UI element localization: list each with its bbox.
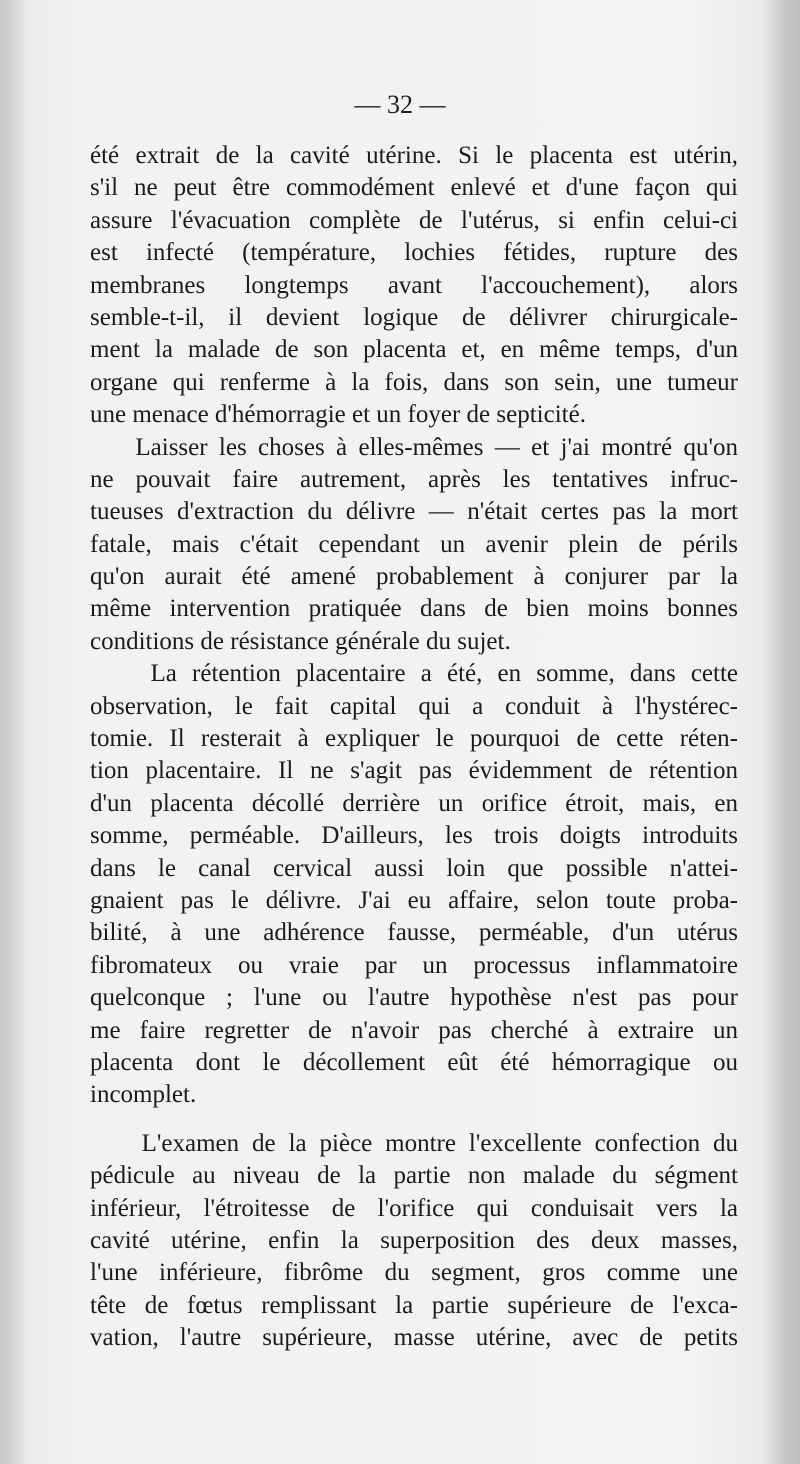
text-line: placenta dont le décollement eût été hémorragique ou	[90, 1048, 738, 1076]
text-line: Laisser les choses à elles-mêmes — et j'ai montré qu'on	[90, 433, 738, 461]
page-edge-shadow-left	[0, 0, 28, 1464]
text-line: ment la malade de son placenta et, en même temps, d'un	[90, 336, 738, 364]
text-line: me faire regretter de n'avoir pas cherché à extraire un	[90, 1016, 738, 1044]
text-line: conditions de résistance générale du sujet.	[90, 627, 511, 655]
text-line: même intervention pratiquée dans de bien moins bonnes	[90, 595, 738, 623]
text-line: observation, le fait capital qui a conduit à l'hystérec-	[90, 692, 738, 720]
text-line: somme, perméable. D'ailleurs, les trois doigts introduits	[90, 822, 738, 850]
text-line: tion placentaire. Il ne s'agit pas évidemment de rétention	[90, 757, 738, 785]
text-line: L'examen de la pièce montre l'excellente confection du	[90, 1129, 738, 1157]
text-line: une menace d'hémorragie et un foyer de septicité.	[90, 401, 586, 429]
text-line: gnaient pas le délivre. J'ai eu affaire, selon toute proba-	[90, 886, 738, 914]
text-line: pédicule au niveau de la partie non malade du ségment	[90, 1162, 738, 1190]
text-line: l'une inférieure, fibrôme du segment, gros comme une	[90, 1259, 738, 1287]
text-line: organe qui renferme à la fois, dans son sein, une tumeur	[90, 368, 738, 396]
text-line: tueuses d'extraction du délivre — n'était certes pas la mort	[90, 498, 738, 526]
paragraph-gap	[90, 1112, 738, 1128]
text-line: cavité utérine, enfin la superposition des deux masses,	[90, 1226, 738, 1254]
text-line: tête de fœtus remplissant la partie supérieure de l'exca-	[90, 1291, 738, 1319]
text-line: vation, l'autre supérieure, masse utérine, avec de petits	[90, 1324, 738, 1352]
text-line: qu'on aurait été amené probablement à conjurer par la	[90, 563, 738, 591]
text-line: membranes longtemps avant l'accouchement), alors	[90, 271, 738, 299]
text-line: incomplet.	[90, 1081, 197, 1109]
text-line: inférieur, l'étroitesse de l'orifice qui conduisait vers la	[90, 1194, 738, 1222]
text-line: est infecté (température, lochies fétides, rupture des	[90, 239, 738, 267]
text-line: d'un placenta décollé derrière un orifice étroit, mais, en	[90, 789, 738, 817]
text-line: La rétention placentaire a été, en somme, dans cette	[90, 660, 738, 688]
paragraph-3	[90, 658, 738, 1111]
text-line: fibromateux ou vraie par un processus inflammatoire	[90, 951, 738, 979]
paragraph-2	[90, 432, 738, 659]
text-line: quelconque ; l'une ou l'autre hypothèse n'est pas pour	[90, 984, 738, 1012]
text-line: s'il ne peut être commodément enlevé et d'une façon qui	[90, 174, 738, 202]
page-edge-shadow-right	[760, 0, 800, 1464]
text-line: semble-t-il, il devient logique de délivrer chirurgicale-	[90, 303, 738, 331]
text-line: dans le canal cervical aussi loin que possible n'attei-	[90, 854, 738, 882]
text-line: ne pouvait faire autrement, après les tentatives infruc-	[90, 465, 738, 493]
body-text	[90, 140, 738, 1354]
text-line: fatale, mais c'était cependant un avenir plein de périls	[90, 530, 738, 558]
text-line: bilité, à une adhérence fausse, perméable, d'un utérus	[90, 919, 738, 947]
text-line: tomie. Il resterait à expliquer le pourquoi de cette réten-	[90, 725, 738, 753]
paragraph-1	[90, 140, 738, 432]
text-line: assure l'évacuation complète de l'utérus, si enfin celui-ci	[90, 206, 738, 234]
page-number: — 32 —	[354, 90, 446, 119]
paragraph-4	[90, 1128, 738, 1355]
text-line: été extrait de la cavité utérine. Si le placenta est utérin,	[90, 142, 738, 169]
